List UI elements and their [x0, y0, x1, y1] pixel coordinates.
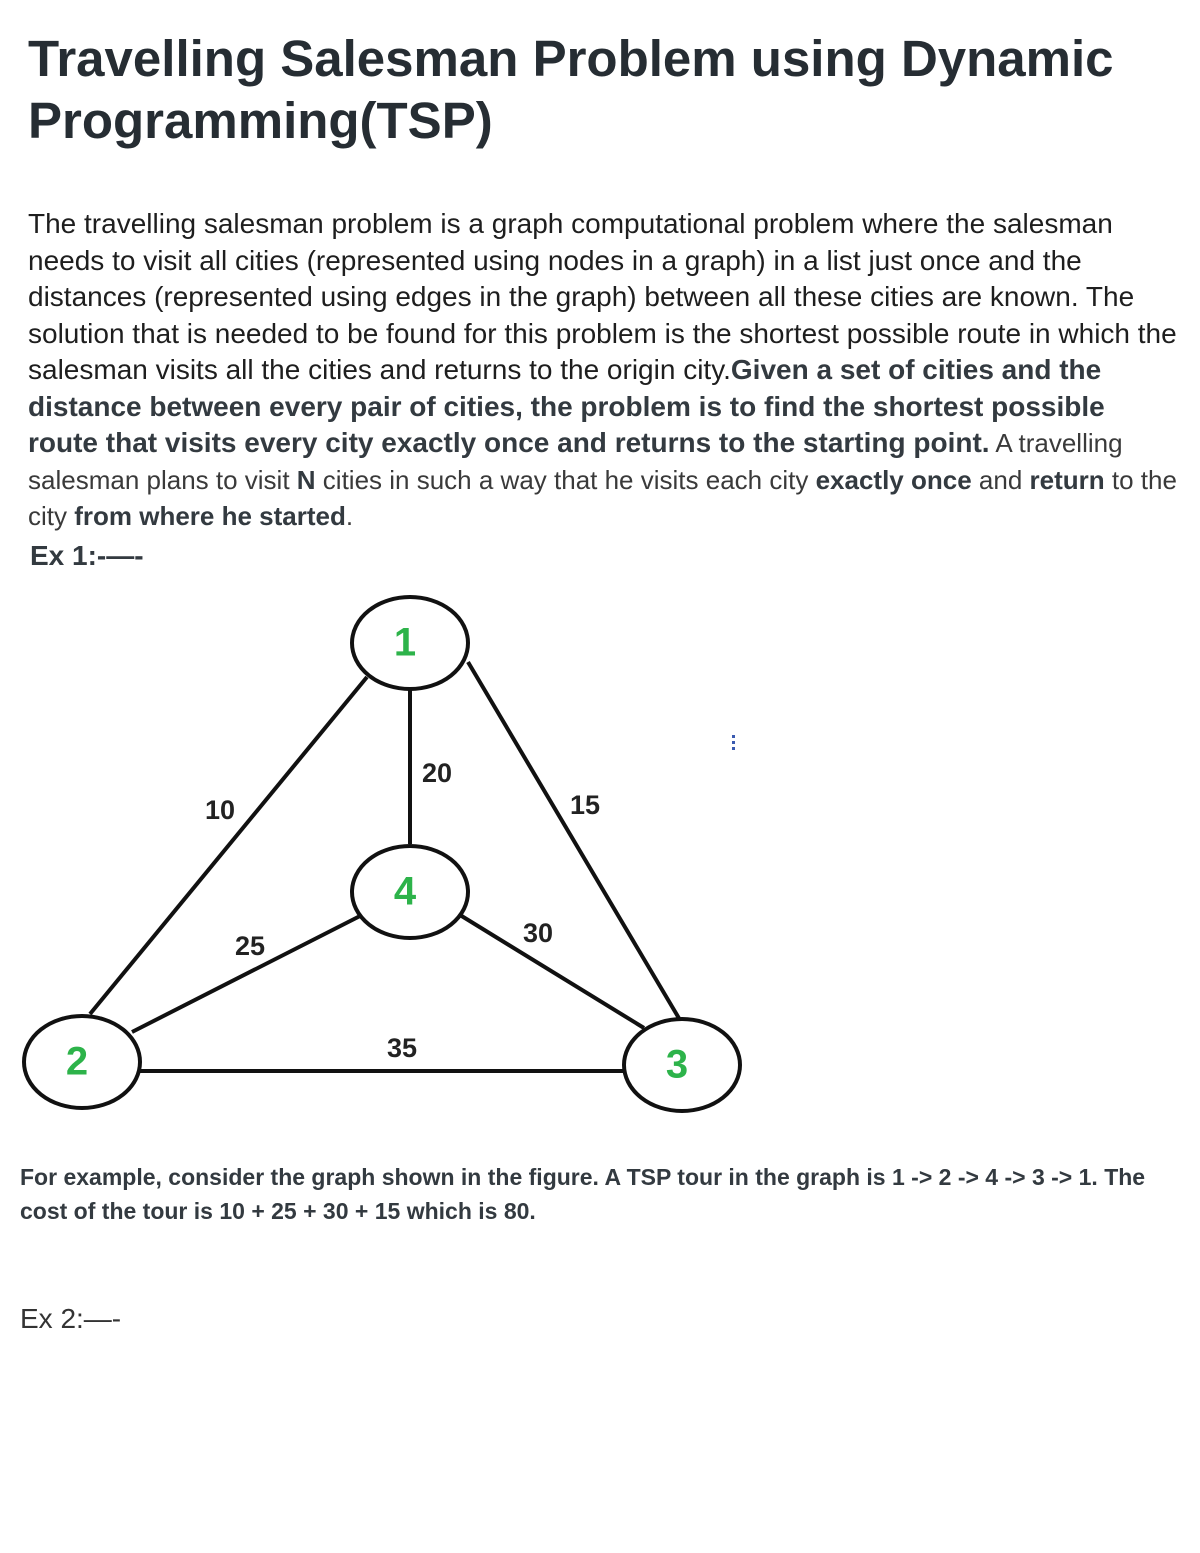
node-label-1: 1	[393, 620, 417, 665]
tail-text-5: .	[345, 501, 354, 531]
tail-text-2: cities in such a way that he visits each city	[315, 464, 816, 495]
tail-bold-from-where: from where he started	[74, 501, 346, 531]
example-1-label: Ex 1:-—-	[30, 540, 144, 571]
node-label-4: 4	[393, 869, 417, 914]
tsp-graph-diagram	[0, 580, 800, 1140]
tail-text-4: to the city	[28, 464, 1177, 531]
edge-weight-1-3: 15	[569, 790, 601, 821]
edge-weight-2-4: 25	[234, 931, 266, 962]
problem-statement: Given a set of cities and the distance between every pair of cities, the problem is to find the shortest possible route that visits every city exactly once and returns to the starting point.	[28, 354, 1105, 458]
tail-text-3: and	[971, 464, 1030, 495]
example-caption: For example, consider the graph shown in the figure. A TSP tour in the graph is 1 -> 2 -> 4 -> 3 -> 1. The cost of the tour is 10 + 25 + 30 + 15 which is 80.	[20, 1164, 1146, 1224]
node-label-3: 3	[665, 1042, 689, 1087]
edge-weight-1-2: 10	[204, 795, 236, 826]
tail-bold-n: N	[296, 464, 316, 495]
intro-text: The travelling salesman problem is a graph computational problem where the salesman needs to visit all cities (represented using nodes in a graph) in a list just once and the distances (represented using edges in the graph) between all these cities are known. The solution that is needed to be found for this problem is the shortest possible route in which the salesman visits all the cities and returns to the origin city.	[28, 208, 1177, 385]
page-title: Travelling Salesman Problem using Dynamic Programming(TSP)	[28, 30, 1114, 149]
stray-mark	[732, 735, 735, 753]
edge-weight-1-4: 20	[421, 758, 453, 789]
example-2-label: Ex 2:—-	[20, 1303, 122, 1334]
edge-weight-4-3: 30	[522, 918, 554, 949]
node-label-2: 2	[65, 1039, 89, 1084]
intro-paragraph	[28, 206, 1178, 535]
tail-bold-exactly-once: exactly once	[815, 464, 972, 495]
tail-bold-return: return	[1029, 464, 1105, 495]
tail-text-1: A travelling salesman plans to visit	[28, 428, 1123, 495]
edge-1-3	[468, 662, 680, 1020]
edge-weight-2-3: 35	[386, 1033, 418, 1064]
edge-1-2	[90, 677, 367, 1014]
